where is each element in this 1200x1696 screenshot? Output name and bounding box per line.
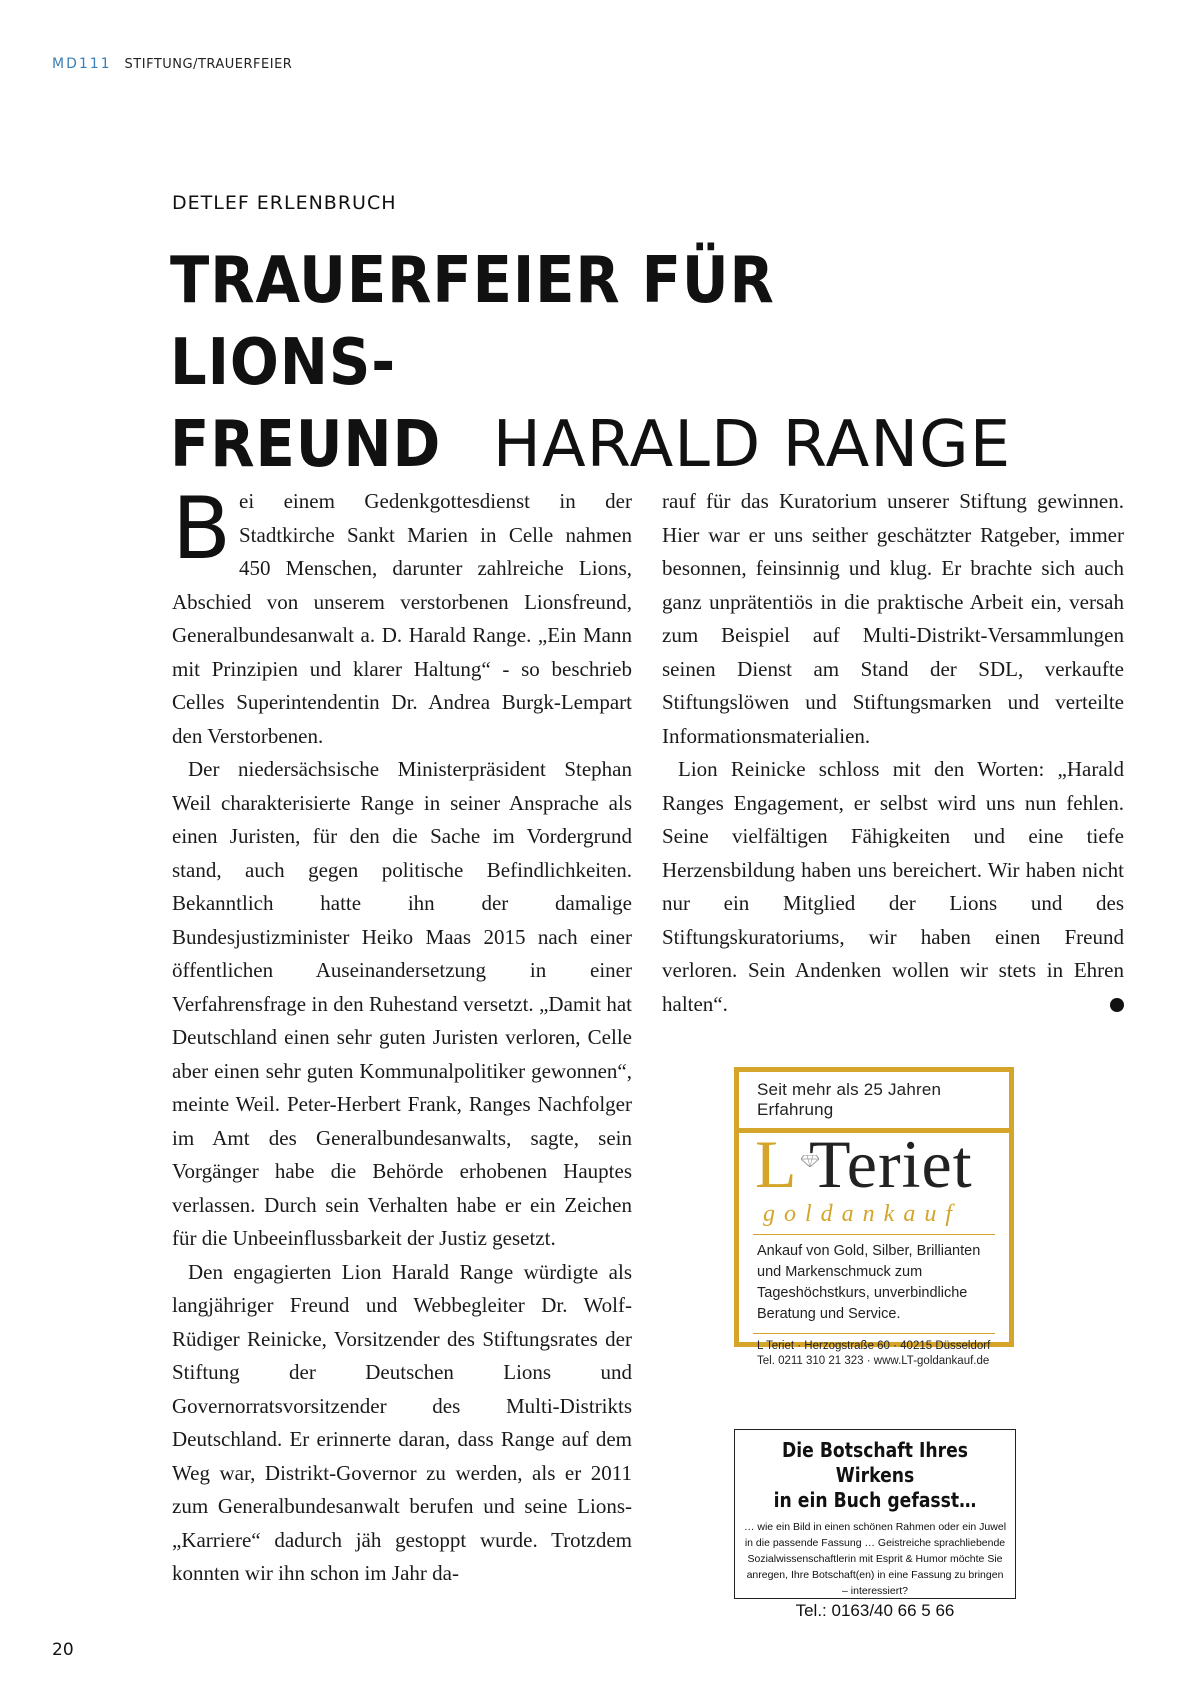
headline-line: Die Botschaft Ihres Wirkens bbox=[781, 1438, 968, 1487]
logo-name: Teriet bbox=[809, 1126, 973, 1202]
section-code: MD111 bbox=[52, 56, 112, 72]
advertisement-teriet[interactable] bbox=[734, 1067, 1014, 1367]
teriet-logo bbox=[739, 1126, 1009, 1202]
article-column-left bbox=[172, 479, 632, 1591]
paragraph: rauf für das Kuratorium unserer Stiftung gewinnen. Hier war er uns seither geschätzter Ratgeber, immer besonnen, feinsinnig und klug. Er brachte sich auch ganz unprätentiös in die praktische Arbeit ein, versah zum Beispiel auf Multi-Distrikt-Versammlungen seinen Dienst am Stand der SDL, verkaufte Stiftungslöwen und Stiftungsmarken und verteilte Informationsmaterialien. bbox=[662, 489, 1124, 748]
article-author: DETLEF ERLENBRUCH bbox=[172, 192, 397, 214]
ad-tagline: Seit mehr als 25 Jahren Erfahrung bbox=[739, 1072, 1009, 1133]
logo-subtitle: goldankauf bbox=[763, 1201, 961, 1227]
paragraph bbox=[662, 753, 1133, 1021]
article-title bbox=[170, 240, 1070, 486]
drop-cap: B bbox=[172, 479, 231, 579]
ad-phone: Tel.: 0163/40 66 5 66 bbox=[795, 1601, 955, 1620]
paragraph: Den engagierten Lion Harald Range würdigte als langjähriger Freund und Webbegleiter Dr. Wolf-Rüdiger Reinicke, Vorsitzender des Stiftungsrates der Stiftung der Deutschen Lions und Governorratsvorsitzender des Multi-Distrikts Deutschland. Er erinnerte daran, dass Range auf dem Weg war, Distrikt-Governor zu werden, als er 2011 zum Generalbundesanwalt berufen und seine Lions-„Karriere“ dadurch jäh gestoppt wurde. Trotzdem konnten wir ihn schon im Jahr da- bbox=[172, 1259, 632, 1585]
lions-end-mark-icon: L bbox=[1110, 998, 1124, 1012]
ad-headline bbox=[755, 1438, 996, 1513]
ad-body: … wie ein Bild in einen schönen Rahmen oder ein Juwel in die passende Fassung … Geistreiche sprachliebende Sozialwissenschaftlerin mit Esprit & Humor möchte Sie anregen, Ihre Botschaft(en) in eine Fassung zu bringen – interessiert? bbox=[743, 1521, 1007, 1597]
headline-line: in ein Buch gefasst… bbox=[773, 1488, 977, 1512]
contact-phone-web: Tel. 0211 310 21 323 · www.LT-goldankauf.de bbox=[757, 1355, 990, 1367]
section-name: STIFTUNG/TRAUERFEIER bbox=[124, 57, 293, 72]
paragraph-text: ei einem Gedenkgottesdienst in der Stadtkirche Sankt Marien in Celle nahmen 450 Menschen, darunter zahlreiche Lions, Abschied von unserem verstorbenen Lionsfreund, Generalbundesanwalt a. D. Harald Range. „Ein Mann mit Prinzipien und klarer Haltung“ - so beschrieb Celles Superintendentin Dr. Andrea Burgk-Lempart den Verstorbenen. bbox=[172, 489, 632, 748]
title-bold-line2: FREUND bbox=[170, 408, 442, 482]
title-bold-line1: TRAUERFEIER FÜR LIONS- bbox=[170, 244, 775, 400]
paragraph bbox=[172, 479, 632, 753]
paragraph-text: Lion Reinicke schloss mit den Worten: „Harald Ranges Engagement, er selbst wird uns nun fehlen. Seine vielfältigen Fähigkeiten und eine tiefe Herzensbildung haben uns bereichert. Wir haben nicht nur ein Mitglied der Lions und des Stiftungskuratoriums, wir haben einen Freund verloren. Sein Andenken wollen wir stets in Ehren halten“. bbox=[662, 757, 1124, 1016]
paragraph: Der niedersächsische Ministerpräsident Stephan Weil charakterisierte Range in seiner Ansprache als einen Juristen, für den die Sache im Vordergrund stand, auch gegen politische Befindlichkeiten. Bekanntlich hatte ihn der damalige Bundesjustizminister Heiko Maas 2015 nach einer öffentlichen Auseinandersetzung in einer Verfahrensfrage in den Ruhestand versetzt. „Damit hat Deutschland einen sehr guten Juristen verloren, Celle aber einen sehr guten Kommunalpolitiker gewonnen“, meinte Weil. Peter-Herbert Frank, Ranges Nachfolger im Amt des Generalbundesanwalts, sagte, sein Vorgänger habe die Behörde erhobenen Hauptes verlassen. Durch sein Verhalten habe er ein Zeichen für die Unbeeinflussbarkeit der Justiz gesetzt. bbox=[172, 757, 632, 1250]
ad-description: Ankauf von Gold, Silber, Brillianten und Markenschmuck zum Tageshöchstkurs, unverbindliche Beratung und Service. bbox=[753, 1234, 995, 1334]
article-column-right bbox=[662, 485, 1133, 1021]
contact-address: L Teriet · Herzogstraße 60 · 40215 Düsseldorf bbox=[757, 1340, 991, 1352]
title-light: HARALD RANGE bbox=[471, 408, 1012, 482]
page-number: 20 bbox=[52, 1640, 74, 1660]
ad-contact bbox=[739, 1334, 1009, 1374]
running-header bbox=[52, 56, 292, 72]
advertisement-book[interactable] bbox=[734, 1429, 1016, 1620]
logo-letter-l: L bbox=[755, 1126, 797, 1202]
